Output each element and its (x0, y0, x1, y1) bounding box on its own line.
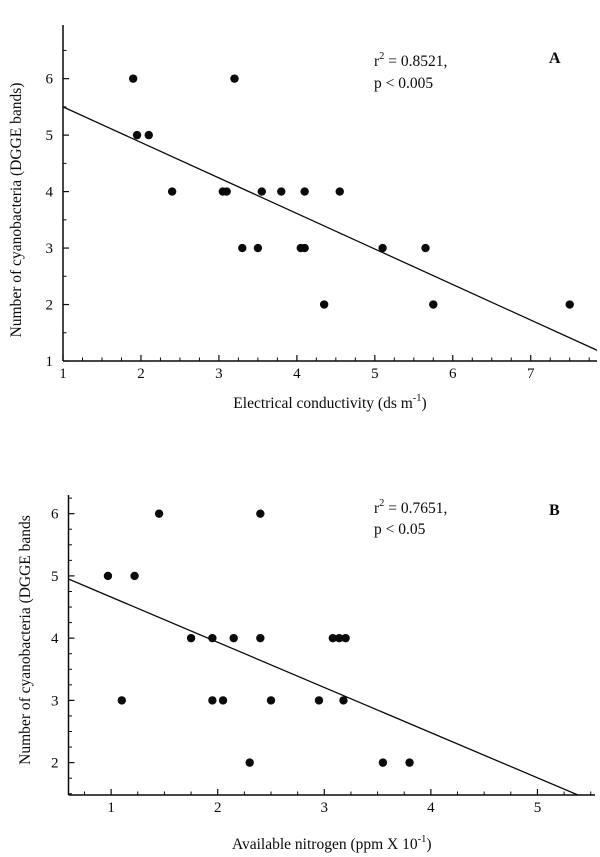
x-tick-label: 3 (215, 366, 223, 382)
data-point (145, 131, 153, 139)
x-tick-label: 2 (137, 366, 145, 382)
data-point (405, 758, 413, 766)
data-point (336, 187, 344, 195)
data-point (300, 244, 308, 252)
data-point (378, 244, 386, 252)
y-tick-label: 2 (45, 297, 53, 314)
data-point (133, 131, 141, 139)
data-point (155, 509, 163, 517)
x-tick-label: 5 (371, 366, 379, 382)
data-point (238, 244, 246, 252)
data-point (208, 696, 216, 704)
x-tick-label: 1 (59, 366, 67, 382)
y-tick-label: 6 (45, 71, 53, 88)
x-axis-label: Available nitrogen (ppm X $10^{-1}$) (231, 834, 432, 853)
data-point (320, 300, 328, 308)
y-tick-label: 4 (51, 631, 59, 648)
data-point (277, 187, 285, 195)
data-point (245, 758, 253, 766)
regression-line (69, 579, 578, 795)
regression-line (63, 107, 597, 350)
data-point (129, 74, 137, 82)
data-point (429, 300, 437, 308)
data-point (341, 634, 349, 642)
p-value-annotation: p < 0.005 (374, 75, 434, 92)
data-point (118, 696, 126, 704)
data-point (267, 696, 275, 704)
data-point (258, 187, 266, 195)
x-tick-label: 4 (293, 366, 301, 382)
data-point (223, 187, 231, 195)
data-point (219, 696, 227, 704)
data-point (229, 634, 237, 642)
y-tick-label: 3 (45, 241, 53, 258)
y-tick-label: 3 (51, 693, 59, 710)
scatter-plot-b (0, 430, 600, 857)
data-point (104, 572, 112, 580)
x-tick-label: 2 (213, 800, 222, 816)
data-point (130, 572, 138, 580)
x-axis-label: Electrical conductivity (ds $m^{-1}$) (233, 393, 427, 412)
data-point (187, 634, 195, 642)
x-tick-label: 6 (449, 366, 457, 382)
panel-label: A (549, 50, 561, 67)
y-axis-label: Number of cyanobacteria (DGGE bands (17, 515, 34, 765)
y-tick-label: 6 (51, 506, 59, 523)
y-tick-label: 4 (45, 184, 53, 201)
data-point (421, 244, 429, 252)
panel-label: B (549, 502, 560, 519)
data-point (379, 758, 387, 766)
x-tick-label: 3 (320, 800, 329, 816)
y-tick-label: 1 (45, 354, 53, 370)
r-squared-annotation: $r^2 = 0.8521$, (374, 51, 448, 70)
p-value-annotation: p < 0.05 (374, 521, 426, 538)
r-squared-annotation: $r^2 = 0.7651$, (374, 498, 448, 517)
data-point (208, 634, 216, 642)
y-tick-label: 2 (51, 755, 59, 772)
data-point (300, 187, 308, 195)
data-point (256, 634, 264, 642)
data-point (230, 74, 238, 82)
data-point (339, 696, 347, 704)
data-point (315, 696, 323, 704)
data-point (566, 300, 574, 308)
x-tick-label: 4 (427, 800, 435, 816)
x-tick-label: 5 (533, 800, 542, 816)
x-tick-label: 1 (107, 800, 115, 816)
y-tick-label: 5 (51, 568, 59, 585)
data-point (168, 187, 176, 195)
x-tick-label: 7 (526, 366, 535, 382)
y-tick-label: 5 (45, 128, 53, 145)
data-point (254, 244, 262, 252)
data-point (256, 509, 264, 517)
y-axis-label: Number of cyanobacteria (DGGE bands) (8, 82, 25, 338)
